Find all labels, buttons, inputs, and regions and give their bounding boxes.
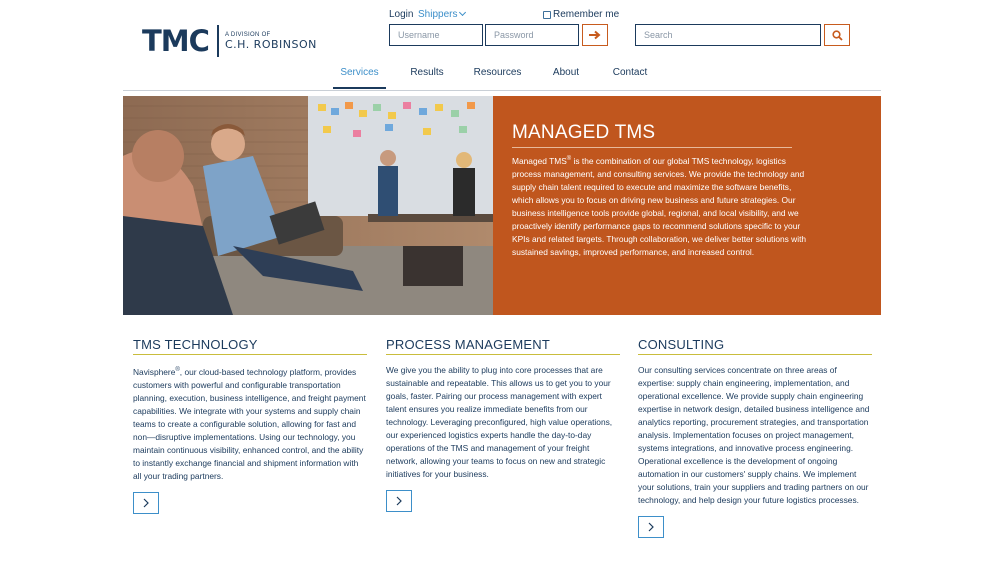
- search-icon: [832, 30, 843, 41]
- hero-body-text: is the combination of our global TMS technology, logistics process management, and consulting services. We provide the technology and supply chain talent required to execute and maximize the software benefits, which allows you to focus on driving new business and future strategies. Our business intelligence tools provide global, regional, and local visibility, and we proactively identify performance gaps to recommend solutions specific to your KPIs and related targets. Through collaboration, we deliver better solutions with sustained savings, improved performance, and increased control.: [512, 155, 807, 257]
- login-submit-button[interactable]: [582, 24, 608, 46]
- registered-mark: ®: [175, 367, 180, 373]
- username-input[interactable]: Username: [389, 24, 483, 46]
- hero-description: [512, 153, 812, 259]
- hero-lead: Managed TMS: [512, 155, 567, 166]
- chevron-right-icon: [395, 496, 403, 506]
- nav-services[interactable]: Services: [333, 67, 386, 89]
- column-text: [133, 364, 367, 483]
- hero-title: MANAGED TMS: [512, 122, 792, 148]
- logo-company-name: C.H. ROBINSON: [224, 38, 317, 51]
- tms-technology-more-button[interactable]: [133, 492, 159, 514]
- password-input[interactable]: Password: [485, 24, 579, 46]
- login-label: Login: [389, 9, 414, 20]
- column-body: , our cloud-based technology platform, provides customers with powerful and configurable transportation planning, execution, business intelligence, and freight payment capabilities. We integrate with your systems and supply chain teams to create a configurable solution, allowing for fast and non—disruptive implementations. Using our technology, you maintain continuous visibility, enhanced control, and the ability to instantly exchange financial and shipment information with all your trading partners.: [133, 366, 366, 481]
- column-process-management: [386, 337, 620, 512]
- column-consulting: [638, 337, 872, 538]
- column-text: Our consulting services concentrate on three areas of expertise: supply chain engineering, implementation, and operational excellence. We provide supply chain engineering expertise in network design, detailed business intelligence and analytics reporting, procurement strategies, and transportation analysis. Implementation focuses on project management, systems integrations, and innovative process engineering. Operational excellence is the development of ongoing automation in our customers' supply chains. We implement your solutions, train your suppliers and trading partners on our technology, and help design your future logistics processes.: [638, 365, 870, 505]
- column-title: PROCESS MANAGEMENT: [386, 337, 620, 355]
- search-button[interactable]: [824, 24, 850, 46]
- chevron-right-icon: [647, 522, 655, 532]
- remember-me-label: Remember me: [553, 9, 620, 20]
- hero-panel: [493, 96, 881, 315]
- shippers-dropdown[interactable]: [418, 9, 465, 21]
- process-management-more-button[interactable]: [386, 490, 412, 512]
- office-scene-image: [123, 96, 493, 315]
- nav-results[interactable]: Results: [410, 67, 444, 78]
- shippers-label: Shippers: [418, 9, 458, 20]
- logo-subtitle: A DIVISION OF: [224, 32, 271, 38]
- nav-resources[interactable]: Resources: [473, 67, 522, 78]
- site-logo[interactable]: [142, 25, 317, 57]
- hero-photo: [123, 96, 493, 315]
- arrow-right-icon: [589, 30, 601, 40]
- logo-text: [225, 31, 317, 51]
- registered-mark: ®: [566, 156, 572, 162]
- logo-divider: [217, 25, 219, 57]
- column-title: CONSULTING: [638, 337, 872, 355]
- nav-about[interactable]: About: [552, 67, 580, 78]
- column-tms-technology: [133, 337, 367, 514]
- logo-mark: TMC: [142, 24, 209, 58]
- consulting-more-button[interactable]: [638, 516, 664, 538]
- column-text: We give you the ability to plug into core processes that are sustainable and repeatable. This allows us to get you to your goals, faster. Pairing our process management with expert talent ensures you realize immediate benefits from our technology. Leveraging preconfigured, high value operations, our experienced logistics experts handle the day-to-day operations of the TMS and management of your freight network, allowing your teams to focus on new and strategic initiatives for your business.: [386, 365, 613, 479]
- column-lead: Navisphere: [133, 366, 176, 377]
- chevron-right-icon: [142, 498, 150, 508]
- remember-me-checkbox[interactable]: [543, 11, 551, 19]
- nav-contact[interactable]: Contact: [612, 67, 648, 78]
- nav-divider: [123, 90, 881, 91]
- column-title: TMS TECHNOLOGY: [133, 337, 367, 355]
- chevron-down-icon: [459, 9, 466, 16]
- main-nav: [0, 67, 1000, 89]
- remember-me[interactable]: [543, 9, 619, 21]
- search-input[interactable]: Search: [635, 24, 821, 46]
